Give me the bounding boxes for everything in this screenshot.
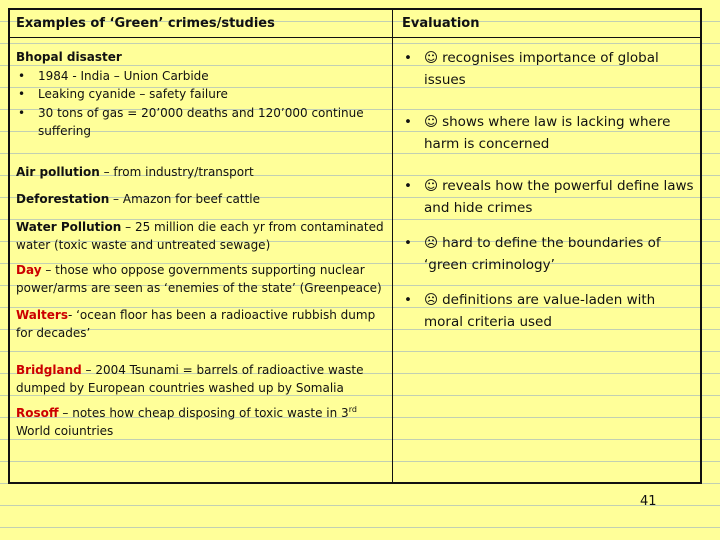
frown-icon: ☹ bbox=[424, 292, 439, 308]
bridgland-block bbox=[16, 361, 384, 398]
day-text: – those who oppose governments supporting nuclear power/arms are seen as ‘enemies of the state’ (Greenpeace) bbox=[16, 262, 382, 295]
walters-block bbox=[16, 306, 384, 343]
smiley-icon: ☺ bbox=[424, 178, 439, 194]
bhopal-block bbox=[16, 48, 384, 141]
evaluation-item bbox=[402, 48, 694, 91]
deforestation-term: Deforestation bbox=[16, 192, 110, 206]
rosoff-text-end: World coiuntries bbox=[16, 424, 114, 438]
rosoff-block bbox=[16, 404, 384, 441]
evaluation-text: hard to define the boundaries of ‘green criminology’ bbox=[424, 235, 661, 273]
deforestation-text: – Amazon for beef cattle bbox=[109, 192, 260, 206]
header-examples: Examples of ‘Green’ crimes/studies bbox=[16, 16, 275, 31]
frown-icon: ☹ bbox=[424, 235, 439, 251]
deforestation-block bbox=[16, 190, 384, 209]
water-pollution-text: – 25 million die each yr from contaminated water (toxic waste and untreated sewage) bbox=[16, 219, 384, 252]
evaluation-text: recognises importance of global issues bbox=[424, 50, 659, 88]
bhopal-item: • 30 tons of gas = 20’000 deaths and 120’000 continue suffering bbox=[16, 104, 384, 141]
evaluation-item bbox=[402, 176, 694, 219]
evaluation-item bbox=[402, 233, 694, 276]
walters-text: - ‘ocean floor has been a radioactive rubbish dump for decades’ bbox=[16, 307, 376, 340]
walters-term: Walters bbox=[16, 307, 68, 322]
water-pollution-block bbox=[16, 218, 384, 255]
column-divider bbox=[392, 10, 393, 482]
page-number: 41 bbox=[640, 494, 657, 509]
bridgland-text: – 2004 Tsunami = barrels of radioactive waste dumped by European countries washed up by Somalia bbox=[16, 362, 364, 395]
water-pollution-term: Water Pollution bbox=[16, 219, 122, 234]
air-pollution-term: Air pollution bbox=[16, 164, 100, 179]
bhopal-item: • Leaking cyanide – safety failure bbox=[16, 85, 384, 104]
evaluation-item bbox=[402, 112, 694, 155]
air-pollution-block bbox=[16, 163, 384, 182]
bhopal-list bbox=[16, 67, 384, 141]
rosoff-text: – notes how cheap disposing of toxic waste in 3 bbox=[58, 405, 349, 420]
header-divider bbox=[10, 37, 700, 38]
examples-column bbox=[16, 48, 384, 445]
smiley-icon: ☺ bbox=[424, 50, 439, 66]
rosoff-superscript: rd bbox=[348, 404, 357, 414]
evaluation-column bbox=[402, 48, 694, 333]
evaluation-text: definitions are value-laden with moral criteria used bbox=[424, 292, 656, 330]
evaluation-text: reveals how the powerful define laws and hide crimes bbox=[424, 178, 694, 216]
air-pollution-text: – from industry/transport bbox=[99, 164, 254, 179]
bhopal-title: Bhopal disaster bbox=[16, 50, 122, 64]
slide-table bbox=[8, 8, 702, 484]
day-term: Day bbox=[16, 262, 42, 277]
header-evaluation: Evaluation bbox=[402, 16, 480, 31]
evaluation-text: shows where law is lacking where harm is concerned bbox=[424, 114, 671, 152]
evaluation-item bbox=[402, 290, 694, 333]
bridgland-term: Bridgland bbox=[16, 362, 82, 377]
smiley-icon: ☺ bbox=[424, 114, 439, 130]
day-block bbox=[16, 261, 384, 298]
bhopal-item: • 1984 - India – Union Carbide bbox=[16, 67, 384, 86]
rosoff-term: Rosoff bbox=[16, 405, 59, 420]
